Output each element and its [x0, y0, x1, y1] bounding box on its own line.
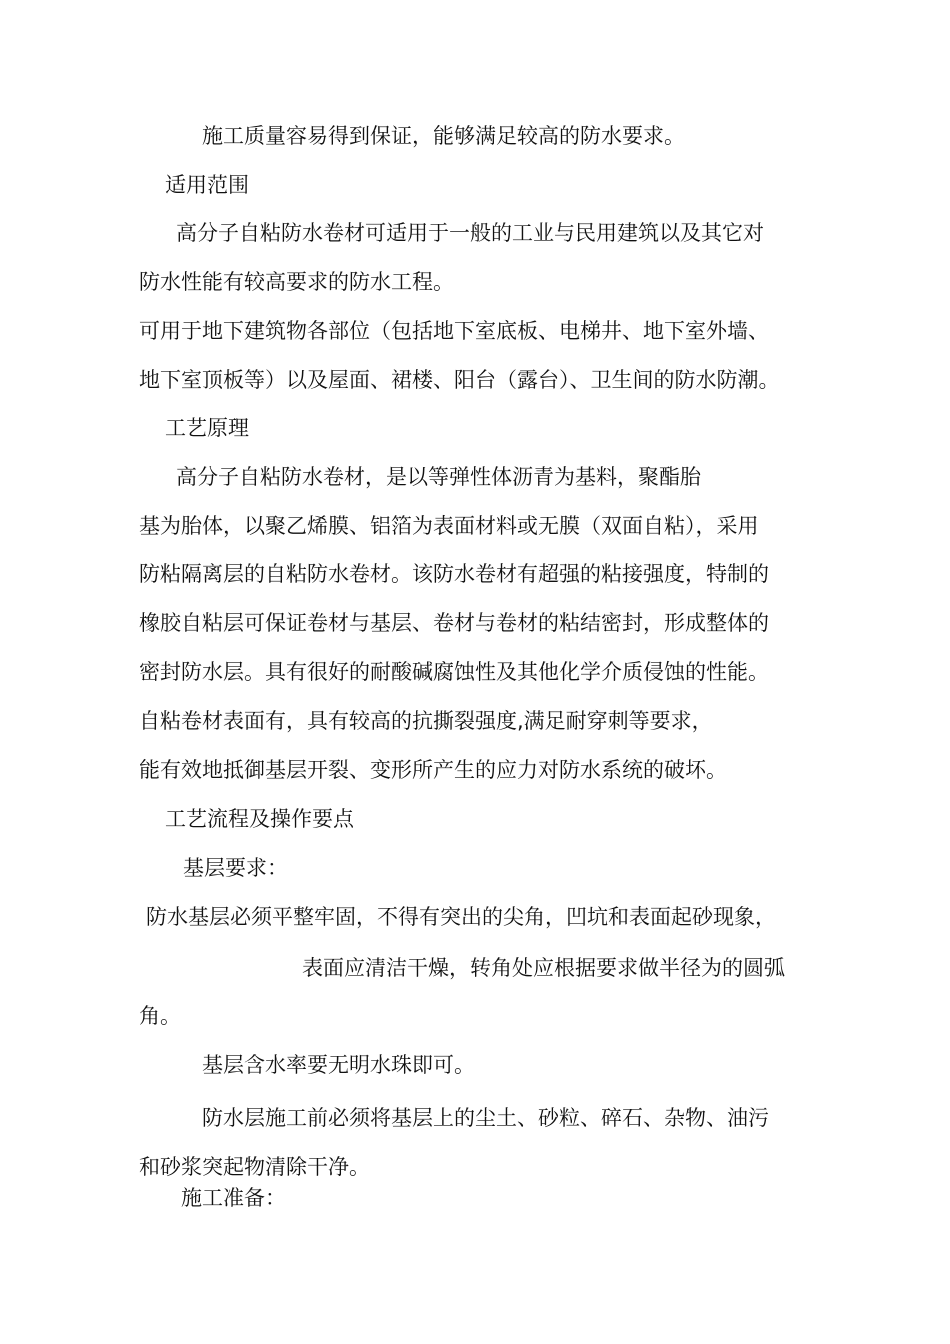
paragraph-line: 橡胶自粘层可保证卷材与基层、卷材与卷材的粘结密封，形成整体的: [139, 611, 769, 635]
paragraph-line: 基为胎体，以聚乙烯膜、铝箔为表面材料或无膜（双面自粘），采用: [139, 514, 759, 538]
subheading-preparation: 施工准备：: [181, 1186, 286, 1210]
paragraph-line: 高分子自粘防水卷材可适用于一般的工业与民用建筑以及其它对: [176, 221, 764, 245]
section-heading-process: 工艺流程及操作要点: [165, 807, 354, 831]
paragraph-line: 密封防水层。具有很好的耐酸碱腐蚀性及其他化学介质侵蚀的性能。: [139, 660, 769, 684]
paragraph-line: 能有效地抵御基层开裂、变形所产生的应力对防水系统的破坏。: [139, 758, 727, 782]
paragraph-line: 可用于地下建筑物各部位（包括地下室底板、电梯井、地下室外墙、: [139, 319, 769, 343]
paragraph-line: 表面应清洁干燥，转角处应根据要求做半径为的圆弧: [302, 956, 785, 980]
subheading-base-requirements: 基层要求：: [183, 856, 288, 880]
section-heading-principle: 工艺原理: [165, 416, 249, 440]
paragraph-line: 防水性能有较高要求的防水工程。: [139, 270, 454, 294]
paragraph-line: 防粘隔离层的自粘防水卷材。该防水卷材有超强的粘接强度，特制的: [139, 562, 769, 586]
paragraph-line: 防水层施工前必须将基层上的尘土、砂粒、碎石、杂物、油污: [202, 1106, 769, 1130]
paragraph-line: 施工质量容易得到保证，能够满足较高的防水要求。: [202, 124, 685, 148]
paragraph-line: 高分子自粘防水卷材，是以等弹性体沥青为基料，聚酯胎: [176, 465, 701, 489]
paragraph-line: 和砂浆突起物清除干净。: [139, 1155, 370, 1179]
paragraph-line: 角。: [139, 1004, 181, 1028]
section-heading-scope: 适用范围: [165, 173, 249, 197]
paragraph-line: 自粘卷材表面有，具有较高的抗撕裂强度,满足耐穿刺等要求，: [139, 709, 713, 733]
paragraph-line: 地下室顶板等）以及屋面、裙楼、阳台（露台）、卫生间的防水防潮。: [139, 368, 780, 392]
paragraph-line: 防水基层必须平整牢固，不得有突出的尖角，凹坑和表面起砂现象，: [146, 905, 776, 929]
paragraph-line: 基层含水率要无明水珠即可。: [202, 1053, 475, 1077]
